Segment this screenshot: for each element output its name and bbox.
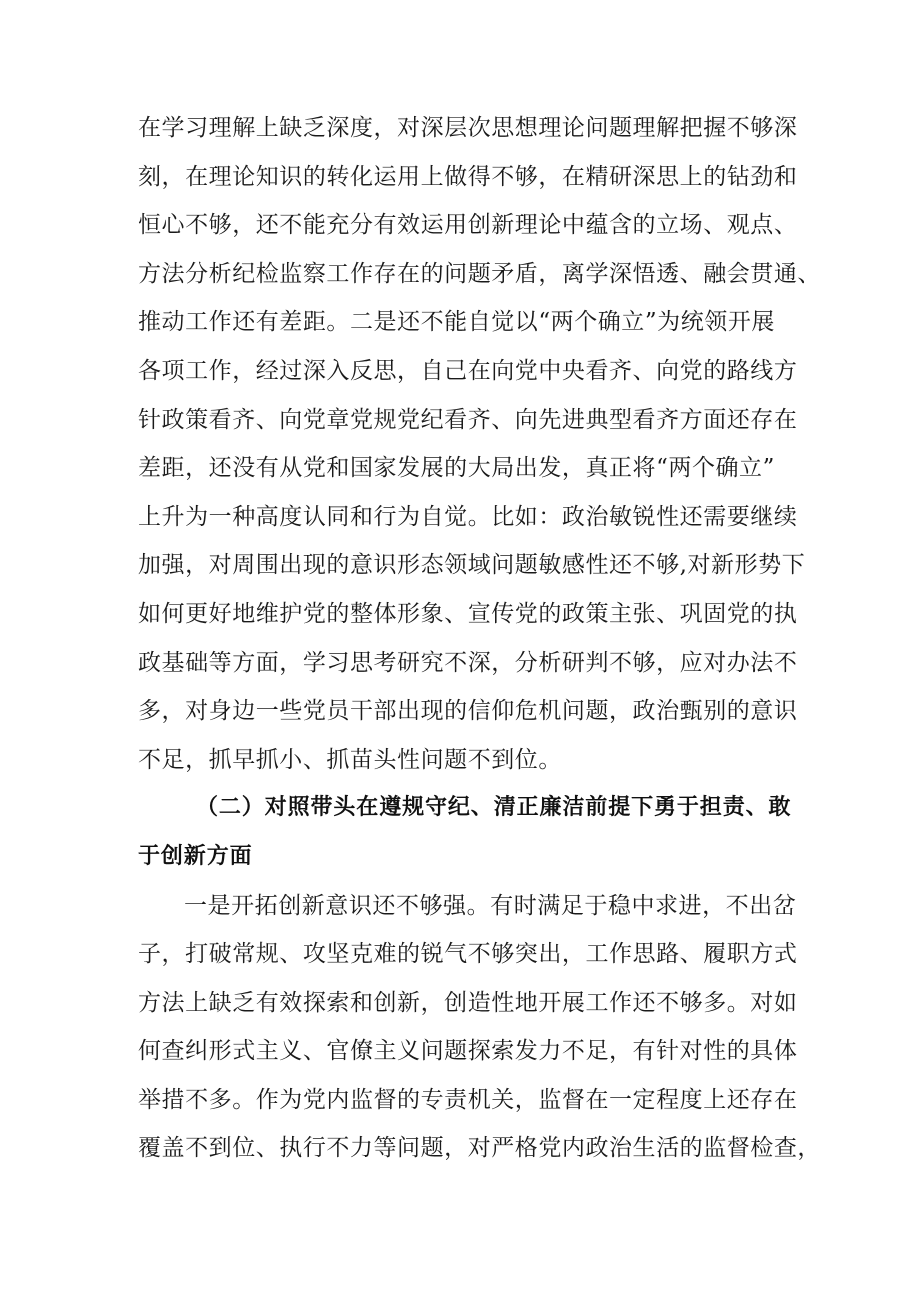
text-line: 不足，抓早抓小、抓苗头性问题不到位。 [138,746,562,773]
text-line: 差距，还没有从党和国家发展的大局出发，真正将“两个确立” [138,455,775,482]
section-heading [138,784,798,881]
text-line: 一是开拓创新意识还不够强。有时满足于稳中求进，不出岔 [184,892,797,919]
paragraph-continued [138,104,821,784]
text-line: 覆盖不到位、执行不力等问题，对严格党内政治生活的监督检查， [138,1135,821,1162]
text-line: 推动工作还有差距。二是还不能自觉以“两个确立”为统领开展 [138,309,775,336]
text-line: 加强，对周围出现的意识形态领域问题敏感性还不够,对新形势下 [138,552,806,579]
text-line: 多，对身边一些党员干部出现的信仰危机问题，政治甄别的意识 [138,698,798,725]
document-body [138,104,821,1173]
text-line: 针政策看齐、向党章党规党纪看齐、向先进典型看齐方面还存在 [138,406,798,433]
text-line: 上升为一种高度认同和行为自觉。比如：政治敏锐性还需要继续 [138,503,798,530]
text-line: 政基础等方面，学习思考研究不深，分析研判不够，应对办法不 [138,649,798,676]
text-line: 各项工作，经过深入反思，自己在向党中央看齐、向党的路线方 [138,357,798,384]
text-line: 子，打破常规、攻坚克难的锐气不够突出，工作思路、履职方式 [138,941,798,968]
heading-line: （二）对照带头在遵规守纪、清正廉洁前提下勇于担责、敢 [196,795,792,821]
text-line: 如何更好地维护党的整体形象、宣传党的政策主张、巩固党的执 [138,600,798,627]
heading-line: 于创新方面 [138,843,253,869]
text-line: 何查纠形式主义、官僚主义问题探索发力不足，有针对性的具体 [138,1038,798,1065]
text-line: 恒心不够，还不能充分有效运用创新理论中蕴含的立场、观点、 [138,212,798,239]
text-line: 在学习理解上缺乏深度，对深层次思想理论问题理解把握不够深 [138,115,798,141]
text-line: 方法分析纪检监察工作存在的问题矛盾，离学深悟透、融会贯通、 [138,260,821,287]
text-line: 方法上缺乏有效探索和创新，创造性地开展工作还不够多。对如 [138,989,798,1016]
text-line: 举措不多。作为党内监督的专责机关，监督在一定程度上还存在 [138,1086,798,1113]
text-line: 刻，在理论知识的转化运用上做得不够，在精研深思上的钻劲和 [138,163,798,190]
paragraph [138,882,821,1174]
